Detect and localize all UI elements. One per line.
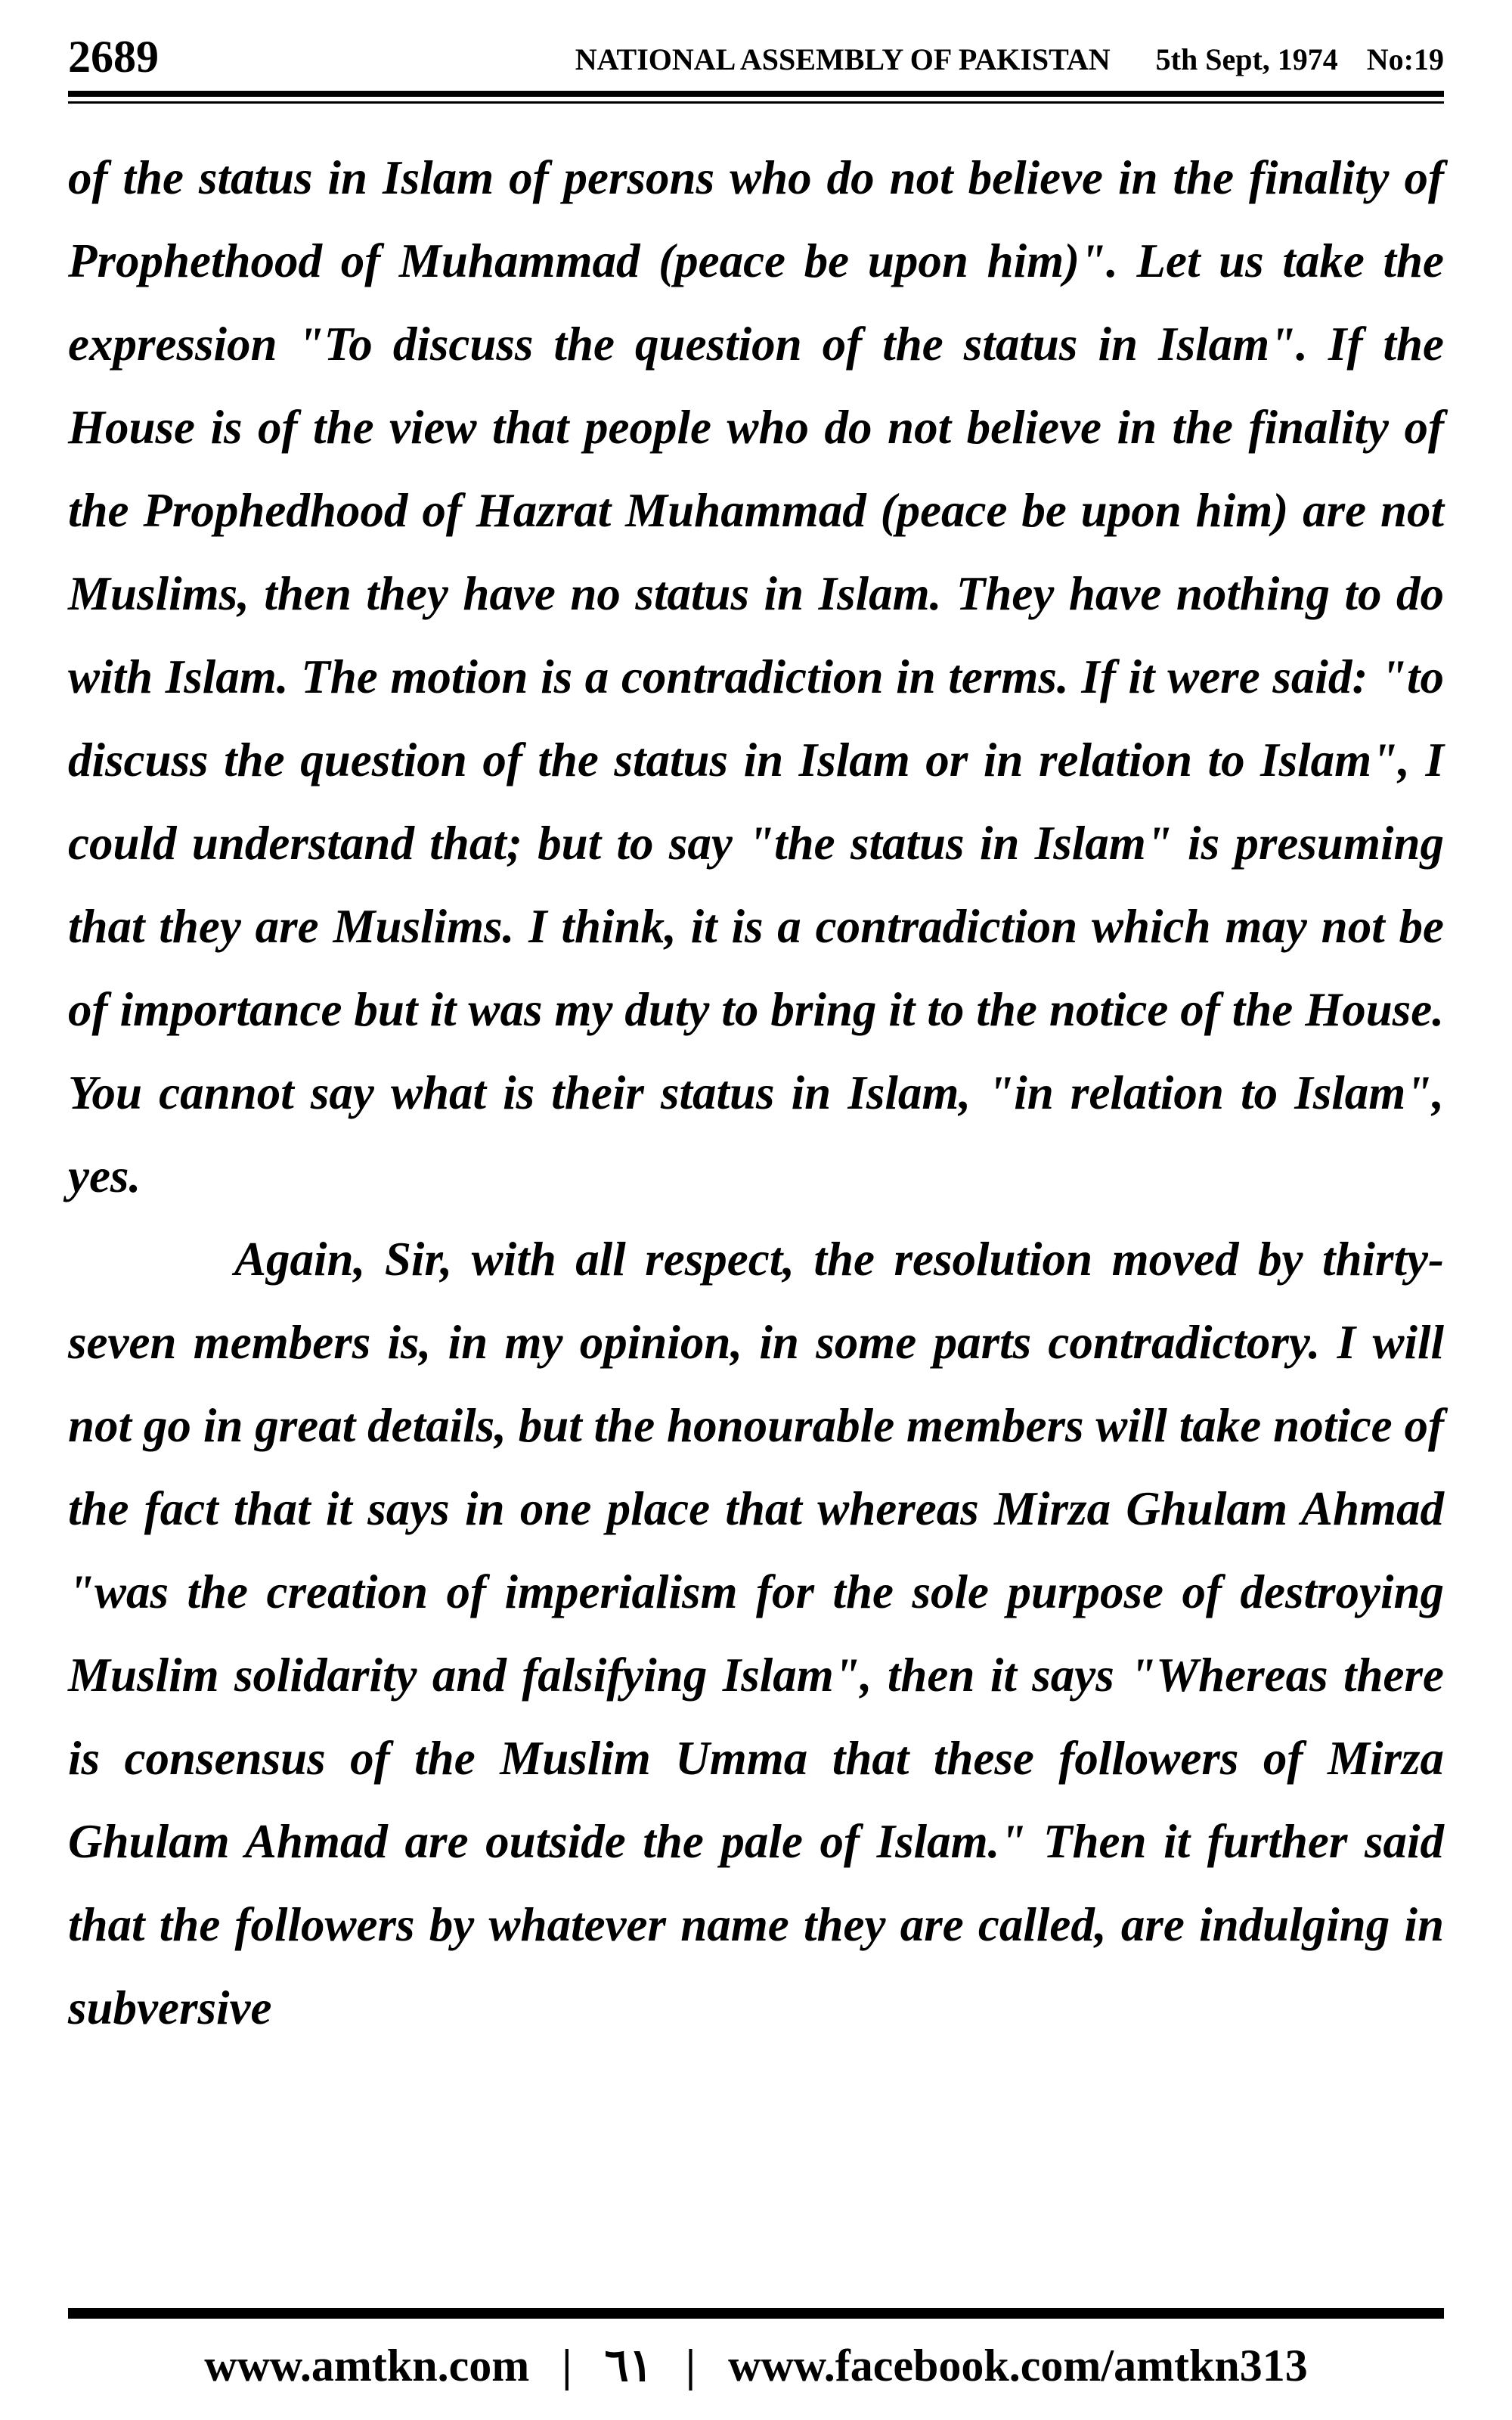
body-paragraph-1: of the status in Islam of persons who do not believe in the finality of Prophethood of Muhammad (peace be upon him)". Let us take the expression "To discuss the question of the status in Islam". If the House is of the view that people who do not believe in the finality of the Prophedhood of Hazrat Muhammad (peace be upon him) are not Muslims, then they have no status in Islam. They have nothing to do with Islam. The motion is a contradiction in terms. If it were said: "to discuss the question of the status in Islam or in relation to Islam", I could understand that; but to say "the status in Islam" is presuming that they are Muslims. I think, it is a contradiction which may not be of importance but it was my duty to bring it to the notice of the House. You cannot say what is their status in Islam, "in relation to Islam", yes. [68,151,1444,1202]
page-number: 2689 [68,32,159,82]
session-date: 5th Sept, 1974 [1155,42,1338,76]
footer-separator-left: | [562,2341,572,2391]
footer-rule [68,2308,1444,2319]
assembly-title: NATIONAL ASSEMBLY OF PAKISTAN [575,42,1111,76]
page-body [68,136,1444,2049]
facebook-link[interactable]: www.facebook.com/amtkn313 [728,2341,1308,2391]
header-rule-thin [68,101,1444,104]
footer-separator-right: | [685,2341,696,2391]
urdu-page-number: ٦١ [604,2341,653,2391]
website-link[interactable]: www.amtkn.com [204,2341,530,2391]
issue-number: No:19 [1366,42,1444,76]
header-info [575,41,1444,79]
body-paragraph-2: Again, Sir, with all respect, the resolution moved by thirty- seven members is, in my opinion, in some parts contradictory. I will not go in great details, but the honourable members will take notice of the fact that it says in one place that whereas Mirza Ghulam Ahmad "was the creation of imperialism for the sole purpose of destroying Muslim solidarity and falsifying Islam", then it says "Whereas there is consensus of the Muslim Umma that these followers of Mirza Ghulam Ahmad are outside the pale of Islam." Then it further said that the followers by whatever name they are called, are indulging in subversive [68,1233,1444,2034]
page-footer [68,2335,1444,2396]
page-header [68,30,1444,83]
header-rule-thick [68,91,1444,97]
